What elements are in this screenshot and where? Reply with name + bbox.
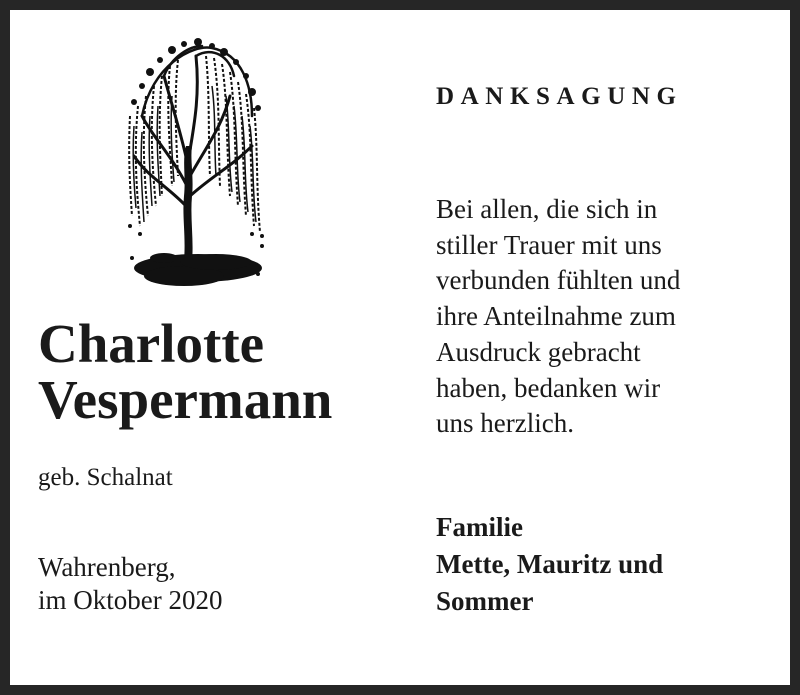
deceased-name — [38, 313, 333, 430]
message-line: ihre Anteilnahme zum — [436, 301, 676, 332]
place-line: Wahrenberg, — [38, 552, 176, 582]
signature-line: Familie — [436, 512, 523, 542]
name-line-first: Charlotte — [38, 313, 265, 374]
message-line: stiller Trauer mit uns — [436, 229, 662, 260]
weeping-willow-icon — [112, 36, 277, 301]
signature-line: Mette, Mauritz und — [436, 549, 664, 579]
family-signature — [436, 509, 663, 620]
thanks-message — [436, 192, 680, 442]
message-line: Ausdruck gebracht — [436, 336, 641, 367]
message-line: uns herzlich. — [436, 408, 574, 439]
signature-line: Sommer — [436, 586, 534, 616]
message-line: verbunden fühlten und — [436, 265, 681, 296]
notice-heading: DANKSAGUNG — [436, 83, 683, 110]
name-line-last: Vespermann — [38, 369, 333, 430]
message-line: Bei allen, die sich in — [436, 194, 658, 224]
message-line: haben, bedanken wir — [436, 372, 661, 403]
birth-name: geb. Schalnat — [38, 464, 173, 491]
date-line: im Oktober 2020 — [38, 585, 223, 615]
place-and-date — [38, 551, 222, 617]
